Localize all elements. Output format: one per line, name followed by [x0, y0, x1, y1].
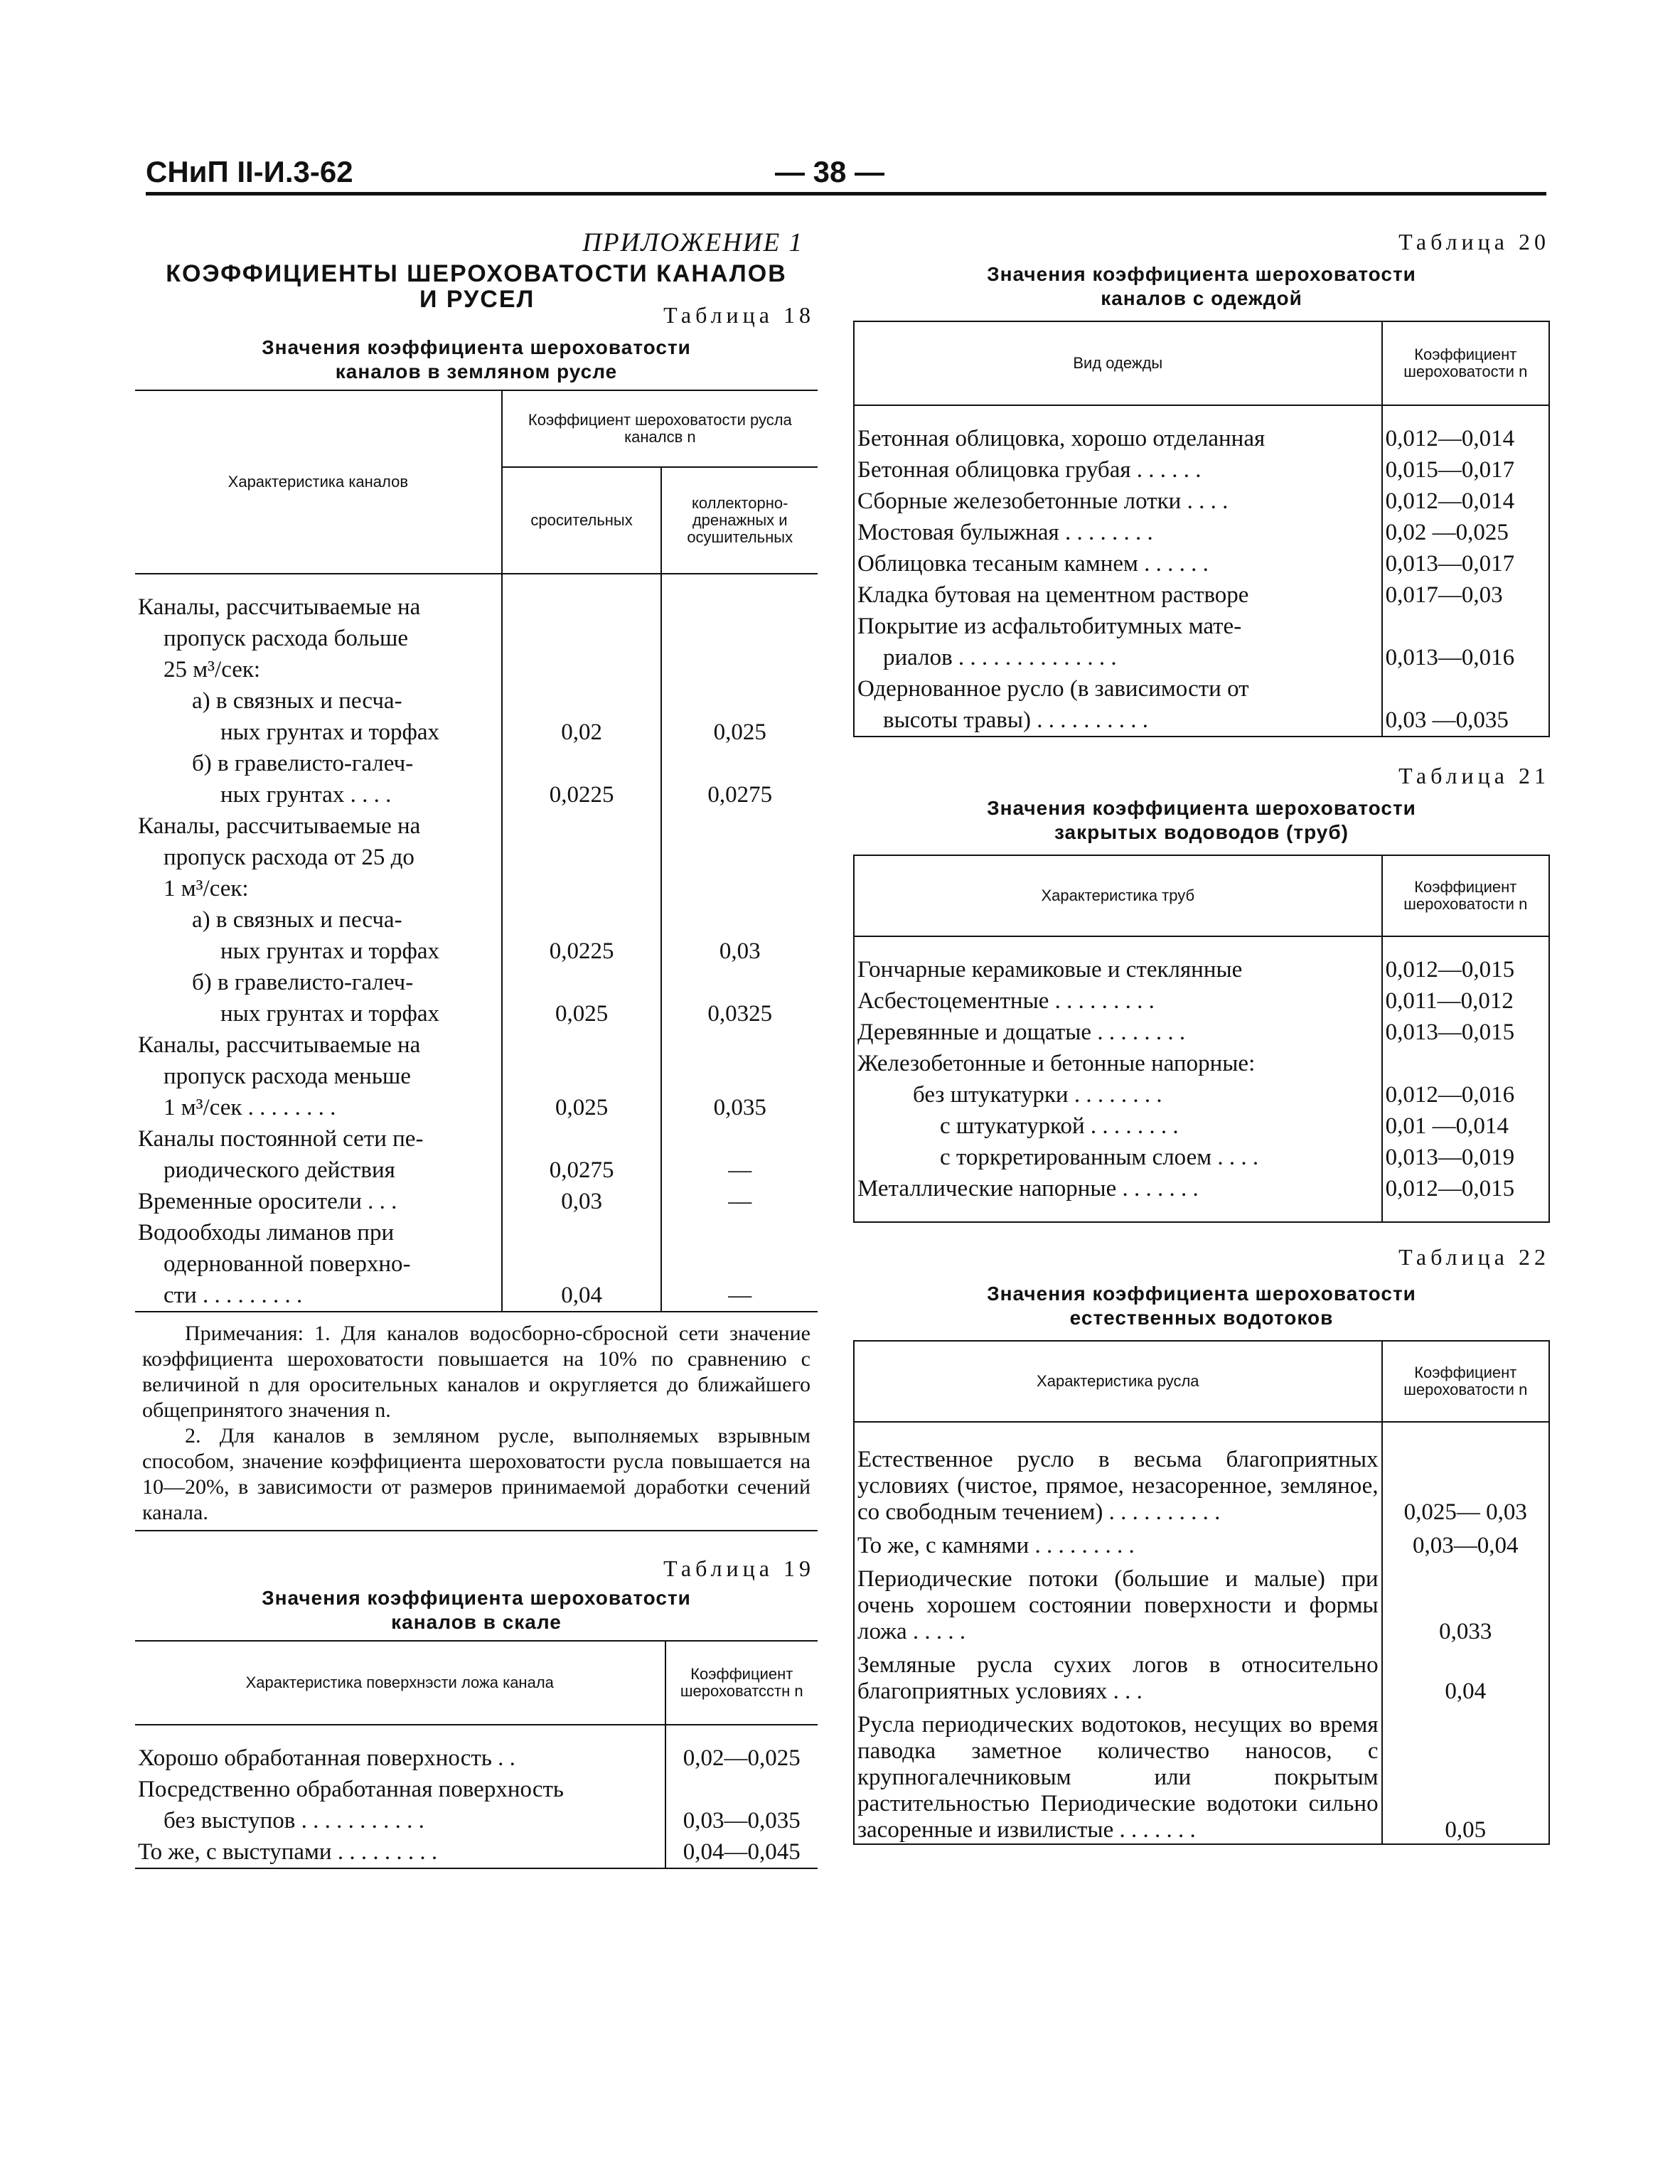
row-value: 0,025— 0,03	[1403, 1499, 1527, 1525]
row-text: Каналы постоянной сети пе-	[135, 1123, 502, 1155]
table-row	[854, 517, 1549, 548]
row-text: ных грунтах и торфах	[135, 717, 502, 748]
row-text: Железобетонные и бетонные напорные:	[854, 1048, 1382, 1079]
table-row	[135, 842, 818, 873]
row-text: Посредственно обработанная поверхность	[135, 1774, 665, 1805]
row-text: Хорошо обработанная поверхность . .	[135, 1743, 665, 1774]
table20-label: Таблица 20	[1398, 229, 1550, 255]
table-row	[135, 1092, 818, 1123]
row-text: То же, с камнями . . . . . . . . .	[854, 1526, 1382, 1559]
row-value: 0,011—0,012	[1385, 988, 1514, 1014]
table22-label: Таблица 22	[1398, 1244, 1550, 1270]
table21	[853, 855, 1550, 1223]
table-row	[135, 654, 818, 685]
table-row	[135, 1280, 818, 1312]
appendix-label: ПРИЛОЖЕНИЕ 1	[582, 228, 803, 257]
value-irrigation: 0,02	[561, 719, 602, 745]
table-row	[854, 548, 1549, 579]
table-row	[135, 1123, 818, 1155]
table-row	[854, 579, 1549, 611]
table-row	[135, 1155, 818, 1186]
row-value: 0,04	[1445, 1679, 1487, 1704]
row-text: одернованной поверхно-	[135, 1248, 502, 1280]
table-row	[854, 1559, 1549, 1645]
row-text: без выступов . . . . . . . . . . .	[135, 1805, 665, 1836]
table21-title-line1: Значения коэффициента шероховатости	[987, 797, 1416, 819]
page-number: — 38 —	[775, 155, 885, 188]
row-value: 0,013—0,015	[1385, 1019, 1515, 1045]
row-value: 0,04—0,045	[683, 1839, 801, 1865]
row-text: а) в связных и песча-	[135, 685, 502, 717]
row-text: Земляные русла сухих логов в относительно благоприятных условиях . . .	[854, 1645, 1382, 1705]
row-text: Сборные железобетонные лотки . . . .	[854, 486, 1382, 517]
table-row	[854, 1645, 1549, 1705]
row-value: 0,033	[1439, 1619, 1492, 1644]
row-text: Водообходы лиманов при	[135, 1217, 502, 1248]
table-row	[135, 685, 818, 717]
row-text: пропуск расхода меньше	[135, 1061, 502, 1092]
table-row	[854, 611, 1549, 642]
row-text: Мостовая булыжная . . . . . . . .	[854, 517, 1382, 548]
row-text: Металлические напорные . . . . . . .	[854, 1173, 1382, 1204]
row-text: Деревянные и дощатые . . . . . . . .	[854, 1017, 1382, 1048]
value-drainage: 0,035	[661, 1092, 818, 1123]
row-value: 0,012—0,016	[1385, 1082, 1515, 1108]
row-value: 0,017—0,03	[1385, 582, 1503, 608]
table18-label: Таблица 18	[663, 302, 815, 328]
value-drainage: 0,0275	[661, 779, 818, 810]
table18-notes	[135, 1321, 818, 1531]
row-value: 0,012—0,015	[1385, 957, 1515, 983]
row-text: без штукатурки . . . . . . . .	[854, 1079, 1382, 1110]
row-text: риалов . . . . . . . . . . . . . .	[854, 642, 1382, 673]
appendix-title-line1: КОЭФФИЦИЕНТЫ ШЕРОХОВАТОСТИ КАНАЛОВ	[166, 260, 787, 287]
table-row	[854, 1079, 1549, 1110]
table21-head-characteristic: Характеристика труб	[854, 855, 1382, 936]
row-text: пропуск расхода больше	[135, 623, 502, 654]
row-text: Бетонная облицовка, хорошо отделанная	[854, 423, 1382, 454]
table-row	[854, 1048, 1549, 1079]
row-text: 1 м³/сек . . . . . . . .	[135, 1092, 502, 1123]
table19-title-line1: Значения коэффициента шероховатости	[262, 1587, 691, 1609]
table-row	[135, 717, 818, 748]
document-code: СНиП II-И.3-62	[146, 155, 353, 188]
table-row	[135, 873, 818, 904]
row-value: 0,05	[1445, 1817, 1487, 1843]
row-text: 1 м³/сек:	[135, 873, 502, 904]
table-row	[135, 1029, 818, 1061]
row-text: Одернованное русло (в зависимости от	[854, 673, 1382, 705]
row-text: Естественное русло в весьма благоприятных условиях (чистое, прямое, незасоренное, земляное, со свободным течением) . . . . . . . . . .	[854, 1440, 1382, 1526]
row-text: Временные оросители . . .	[135, 1186, 502, 1217]
table-row	[135, 998, 818, 1029]
row-value: 0,01 —0,014	[1385, 1113, 1509, 1139]
table-row	[135, 1217, 818, 1248]
value-drainage: —	[661, 1155, 818, 1186]
table-row	[854, 642, 1549, 673]
row-value: 0,013—0,017	[1385, 551, 1515, 577]
table18	[135, 390, 818, 1312]
table-row	[854, 1142, 1549, 1173]
value-drainage: —	[661, 1186, 818, 1217]
left-column	[135, 228, 818, 1869]
table20-head-characteristic: Вид одежды	[854, 321, 1382, 405]
table-row	[135, 1805, 818, 1836]
row-text: с штукатуркой . . . . . . . .	[854, 1110, 1382, 1142]
table-row	[135, 1186, 818, 1217]
row-text: ных грунтах и торфах	[135, 998, 502, 1029]
row-text: с торкретированным слоем . . . .	[854, 1142, 1382, 1173]
table18-head-drainage: коллекторно-дренажных и осушительных	[661, 467, 818, 574]
row-text: Бетонная облицовка грубая . . . . . .	[854, 454, 1382, 486]
table22-title-line2: естественных водотоков	[1069, 1307, 1334, 1329]
row-text: Облицовка тесаным камнем . . . . . .	[854, 548, 1382, 579]
table22	[853, 1340, 1550, 1845]
table18-head-characteristic: Характеристика каналов	[135, 390, 502, 574]
note-2: 2. Для каналов в земляном русле, выполняемых взрывным способом, значение коэффициента шероховатости русла повышается на 10—20%, в зависимости от размеров принимаемой доработки сечений канала.	[142, 1424, 810, 1524]
table-row	[854, 1017, 1549, 1048]
row-value	[1382, 1048, 1549, 1079]
table19-head-characteristic: Характеристика поверхнэсти ложа канала	[135, 1641, 665, 1725]
row-text: Гончарные керамиковые и стеклянные	[854, 954, 1382, 985]
appendix-title-line2: И РУСЕЛ	[419, 286, 535, 313]
row-value: 0,03 —0,035	[1385, 707, 1509, 733]
row-text: ных грунтах и торфах	[135, 936, 502, 967]
row-text: Каналы, рассчитываемые на	[135, 592, 502, 623]
row-value: 0,012—0,015	[1385, 1176, 1515, 1201]
table-row	[135, 810, 818, 842]
row-value: 0,03—0,035	[683, 1808, 801, 1834]
table-row	[135, 779, 818, 810]
row-text: б) в гравелисто-галеч-	[135, 967, 502, 998]
value-irrigation: 0,0275	[549, 1157, 614, 1183]
table21-head-coefficient: Коэффициент шероховатости n	[1382, 855, 1549, 936]
table20-title-line1: Значения коэффициента шероховатости	[987, 263, 1416, 285]
table-row	[854, 1440, 1549, 1526]
table-row	[135, 1743, 818, 1774]
row-text: ных грунтах . . . .	[135, 779, 502, 810]
table22-head-coefficient: Коэффициент шероховатости n	[1382, 1341, 1549, 1422]
row-text: а) в связных и песча-	[135, 904, 502, 936]
row-value: 0,02 —0,025	[1385, 520, 1509, 545]
table-row	[854, 486, 1549, 517]
table-row	[854, 1173, 1549, 1204]
table-row	[854, 423, 1549, 454]
row-text: 25 м³/сек:	[135, 654, 502, 685]
table22-head-characteristic: Характеристика русла	[854, 1341, 1382, 1422]
table-row	[854, 454, 1549, 486]
table20	[853, 321, 1550, 737]
table20-head-coefficient: Коэффициент шероховатости n	[1382, 321, 1549, 405]
row-text: Периодические потоки (большие и малые) при очень хорошем состоянии поверхности и формы ложа . . . . .	[854, 1559, 1382, 1645]
table-row	[854, 985, 1549, 1017]
table-row	[854, 673, 1549, 705]
table-row	[135, 1248, 818, 1280]
table-row	[135, 748, 818, 779]
table-row	[854, 954, 1549, 985]
row-text: Каналы, рассчитываемые на	[135, 810, 502, 842]
value-drainage: 0,03	[661, 936, 818, 967]
table19	[135, 1640, 818, 1869]
table22-title-line1: Значения коэффициента шероховатости	[987, 1283, 1416, 1305]
value-irrigation: 0,03	[561, 1189, 602, 1214]
right-column	[853, 229, 1550, 1845]
row-text: б) в гравелисто-галеч-	[135, 748, 502, 779]
table21-label: Таблица 21	[1398, 763, 1550, 788]
row-value	[1382, 611, 1549, 642]
value-irrigation: 0,0225	[549, 938, 614, 964]
table-row	[135, 1836, 818, 1868]
row-value	[1382, 673, 1549, 705]
table20-title-line2: каналов с одеждой	[1101, 287, 1302, 309]
row-text: сти . . . . . . . . .	[135, 1280, 502, 1312]
table-row	[135, 1061, 818, 1092]
row-text: Покрытие из асфальтобитумных мате-	[854, 611, 1382, 642]
table21-title-line2: закрытых водоводов (труб)	[1054, 821, 1349, 843]
row-text: Русла периодических водотоков, несущих во время паводка заметное количество наносов, с крупногалечниковым или покрытым растительностью Периодические водотоки сильно засоренные и извилистые . . . . . . .	[854, 1705, 1382, 1844]
value-drainage: 0,0325	[661, 998, 818, 1029]
table-row	[135, 1774, 818, 1805]
row-value: 0,02—0,025	[683, 1745, 801, 1771]
row-value	[665, 1774, 818, 1805]
table-row	[854, 705, 1549, 737]
table19-label: Таблица 19	[663, 1556, 815, 1581]
row-value: 0,03—0,04	[1413, 1533, 1519, 1558]
row-text: Каналы, рассчитываемые на	[135, 1029, 502, 1061]
value-irrigation: 0,0225	[549, 782, 614, 808]
table19-title-line2: каналов в скале	[391, 1611, 562, 1633]
table-row	[135, 967, 818, 998]
value-irrigation: 0,04	[561, 1283, 602, 1308]
value-irrigation: 0,025	[555, 1095, 609, 1120]
row-text: Кладка бутовая на цементном растворе	[854, 579, 1382, 611]
row-value: 0,013—0,019	[1385, 1145, 1515, 1170]
table18-title-line2: каналов в земляном русле	[335, 360, 618, 382]
table-row	[135, 623, 818, 654]
row-text: Асбестоцементные . . . . . . . . .	[854, 985, 1382, 1017]
row-value: 0,012—0,014	[1385, 426, 1515, 451]
row-value: 0,012—0,014	[1385, 488, 1515, 514]
table-row	[135, 936, 818, 967]
header-rule	[146, 192, 1546, 196]
row-value: 0,015—0,017	[1385, 457, 1515, 483]
row-text: То же, с выступами . . . . . . . . .	[135, 1836, 665, 1868]
row-value: 0,013—0,016	[1385, 645, 1515, 670]
table-row	[135, 592, 818, 623]
value-drainage: —	[661, 1280, 818, 1312]
row-text: пропуск расхода от 25 до	[135, 842, 502, 873]
table19-head-coefficient: Коэффициент шероховатсстн n	[665, 1641, 818, 1725]
table-row	[135, 904, 818, 936]
row-text: риодического действия	[135, 1155, 502, 1186]
table18-head-group: Коэффициент шероховатости русла каналсв n	[502, 390, 818, 467]
value-drainage: 0,025	[661, 717, 818, 748]
table18-title-line1: Значения коэффициента шероховатости	[262, 336, 691, 358]
table-row	[854, 1705, 1549, 1844]
table-row	[854, 1110, 1549, 1142]
table18-head-irrigation: сросительных	[502, 467, 662, 574]
value-irrigation: 0,025	[555, 1001, 609, 1027]
table-row	[854, 1526, 1549, 1559]
note-1: Примечания: 1. Для каналов водосборно-сбросной сети значение коэффициента шероховатости повышается на 10% по сравнению с величиной n для оросительных каналов и округляется до ближайшего общепринятого значения n.	[142, 1322, 810, 1422]
row-text: высоты травы) . . . . . . . . . .	[854, 705, 1382, 737]
